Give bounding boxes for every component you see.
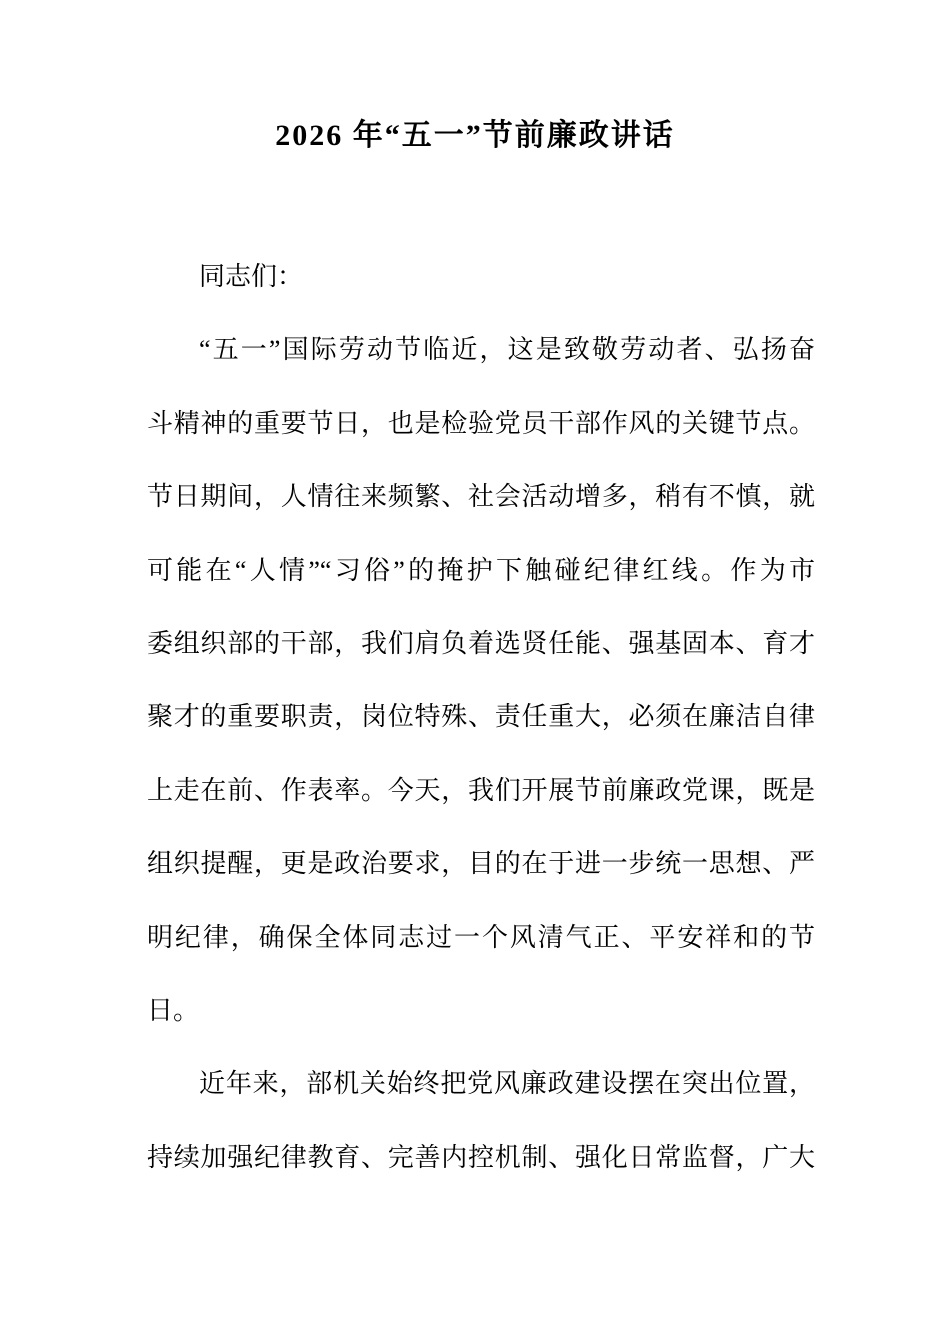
body-line: 斗精神的重要节日，也是检验党员干部作风的关键节点。 bbox=[147, 408, 815, 438]
body-line: 上走在前、作表率。今天，我们开展节前廉政党课，既是 bbox=[147, 775, 815, 805]
document-body bbox=[147, 240, 815, 1194]
body-line: 近年来，部机关始终把党风廉政建设摆在突出位置， bbox=[199, 1069, 815, 1099]
body-line: 日。 bbox=[147, 995, 200, 1025]
body-line: 节日期间，人情往来频繁、社会活动增多，稍有不慎，就 bbox=[147, 482, 815, 512]
salutation-line: 同志们： bbox=[199, 262, 304, 291]
body-line: 聚才的重要职责，岗位特殊、责任重大，必须在廉洁自律 bbox=[147, 702, 815, 732]
body-line: 组织提醒，更是政治要求，目的在于进一步统一思想、严 bbox=[147, 849, 815, 879]
body-line: 明纪律，确保全体同志过一个风清气正、平安祥和的节 bbox=[147, 922, 815, 952]
body-line: 持续加强纪律教育、完善内控机制、强化日常监督，广大 bbox=[147, 1142, 815, 1172]
document-title: 2026 年“五一”节前廉政讲话 bbox=[275, 119, 675, 152]
body-line: 委组织部的干部，我们肩负着选贤任能、强基固本、育才 bbox=[147, 628, 815, 658]
body-line: “五一”国际劳动节临近，这是致敬劳动者、弘扬奋 bbox=[199, 335, 815, 365]
body-line: 可能在“人情”“习俗”的掩护下触碰纪律红线。作为市 bbox=[147, 555, 815, 585]
